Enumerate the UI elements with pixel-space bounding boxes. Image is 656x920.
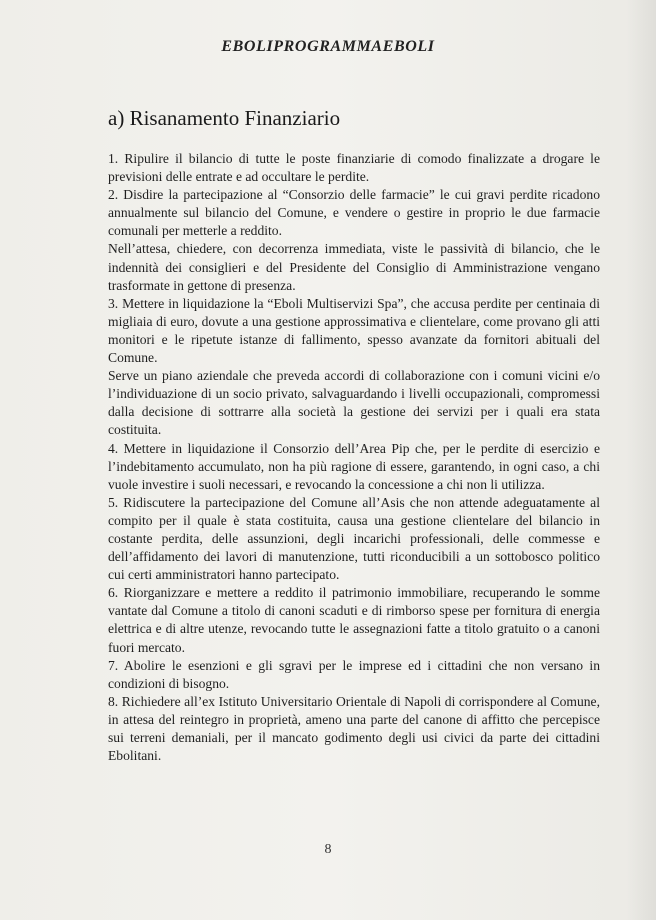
paragraph-7: 7. Abolire le esenzioni e gli sgravi per le imprese ed i cittadini che non versano in condizioni di bisogno. — [108, 657, 600, 691]
paragraph-2-continued: Nell’attesa, chiedere, con decorrenza immediata, viste le passività di bilancio, che le indennità dei consiglieri e del Presidente del Consiglio di Amministrazione vengano trasformate in gettone di presenza. — [108, 241, 600, 293]
paragraph-3-continued: Serve un piano aziendale che preveda accordi di collaborazione con i comuni vicini e/o l’individuazione di un socio privato, salvaguardando i livelli occupazionali, compromessi dalla decisione di sottrarre alla società la gestione dei servizi per i quali era stata costituita. — [108, 368, 600, 438]
paragraph-2: 2. Disdire la partecipazione al “Consorzio delle farmacie” le cui gravi perdite ricadono annualmente sul bilancio del Comune, e vendere o gestire in proprio le due farmacie comunali per metterle a reddito. — [108, 187, 600, 239]
paragraph-4: 4. Mettere in liquidazione il Consorzio dell’Area Pip che, per le perdite di esercizio e l’indebitamento accumulato, non ha più ragione di essere, garantendo, in ogni caso, a chi vuole investire i suoli necessari, e revocando la concessione a chi non li utilizza. — [108, 440, 600, 492]
page-edge-shadow — [626, 0, 656, 920]
page-header: EBOLIPROGRAMMAEBOLI — [221, 38, 435, 55]
paragraph-5: 5. Ridiscutere la partecipazione del Comune all’Asis che non attende adeguatamente al compito per il quale è stata costituita, causa una gestione clientelare del bilancio in costante perdita, delle assunzioni, degli incarichi professionali, delle commesse e dell’affidamento dei lavori di manutenzione, tutti riconducibili a un sottobosco politico cui certi amministratori hanno partecipato. — [108, 494, 600, 583]
page-number: 8 — [324, 842, 332, 857]
body-text — [108, 150, 600, 765]
paragraph-3: 3. Mettere in liquidazione la “Eboli Multiservizi Spa”, che accusa perdite per centinaia di migliaia di euro, dovute a una gestione approssimativa e clientelare, come provano gli atti monitori e le ripetute istanze di fallimento, spesso avanzate da fornitori abituali del Comune. — [108, 295, 600, 366]
section-title: a) Risanamento Finanziario — [108, 106, 341, 130]
paragraph-1: 1. Ripulire il bilancio di tutte le poste finanziarie di comodo finalizzate a drogare le previsioni delle entrate e ad occultare le perdite. — [108, 151, 600, 185]
paragraph-6: 6. Riorganizzare e mettere a reddito il patrimonio immobiliare, recuperando le somme vantate dal Comune a titolo di canoni scaduti e di rimborso spese per fornitura di energia elettrica e di altre utenze, revocando tutte le assegnazioni fatte a titolo gratuito o a canoni fuori mercato. — [108, 585, 600, 655]
paragraph-8: 8. Richiedere all’ex Istituto Universitario Orientale di Napoli di corrispondere al Comune, in attesa del reintegro in proprietà, ameno una parte del canone di affitto che percepisce sui terreni demaniali, per il mancato godimento degli usi civici da parte dei cittadini Ebolitani. — [108, 693, 600, 764]
